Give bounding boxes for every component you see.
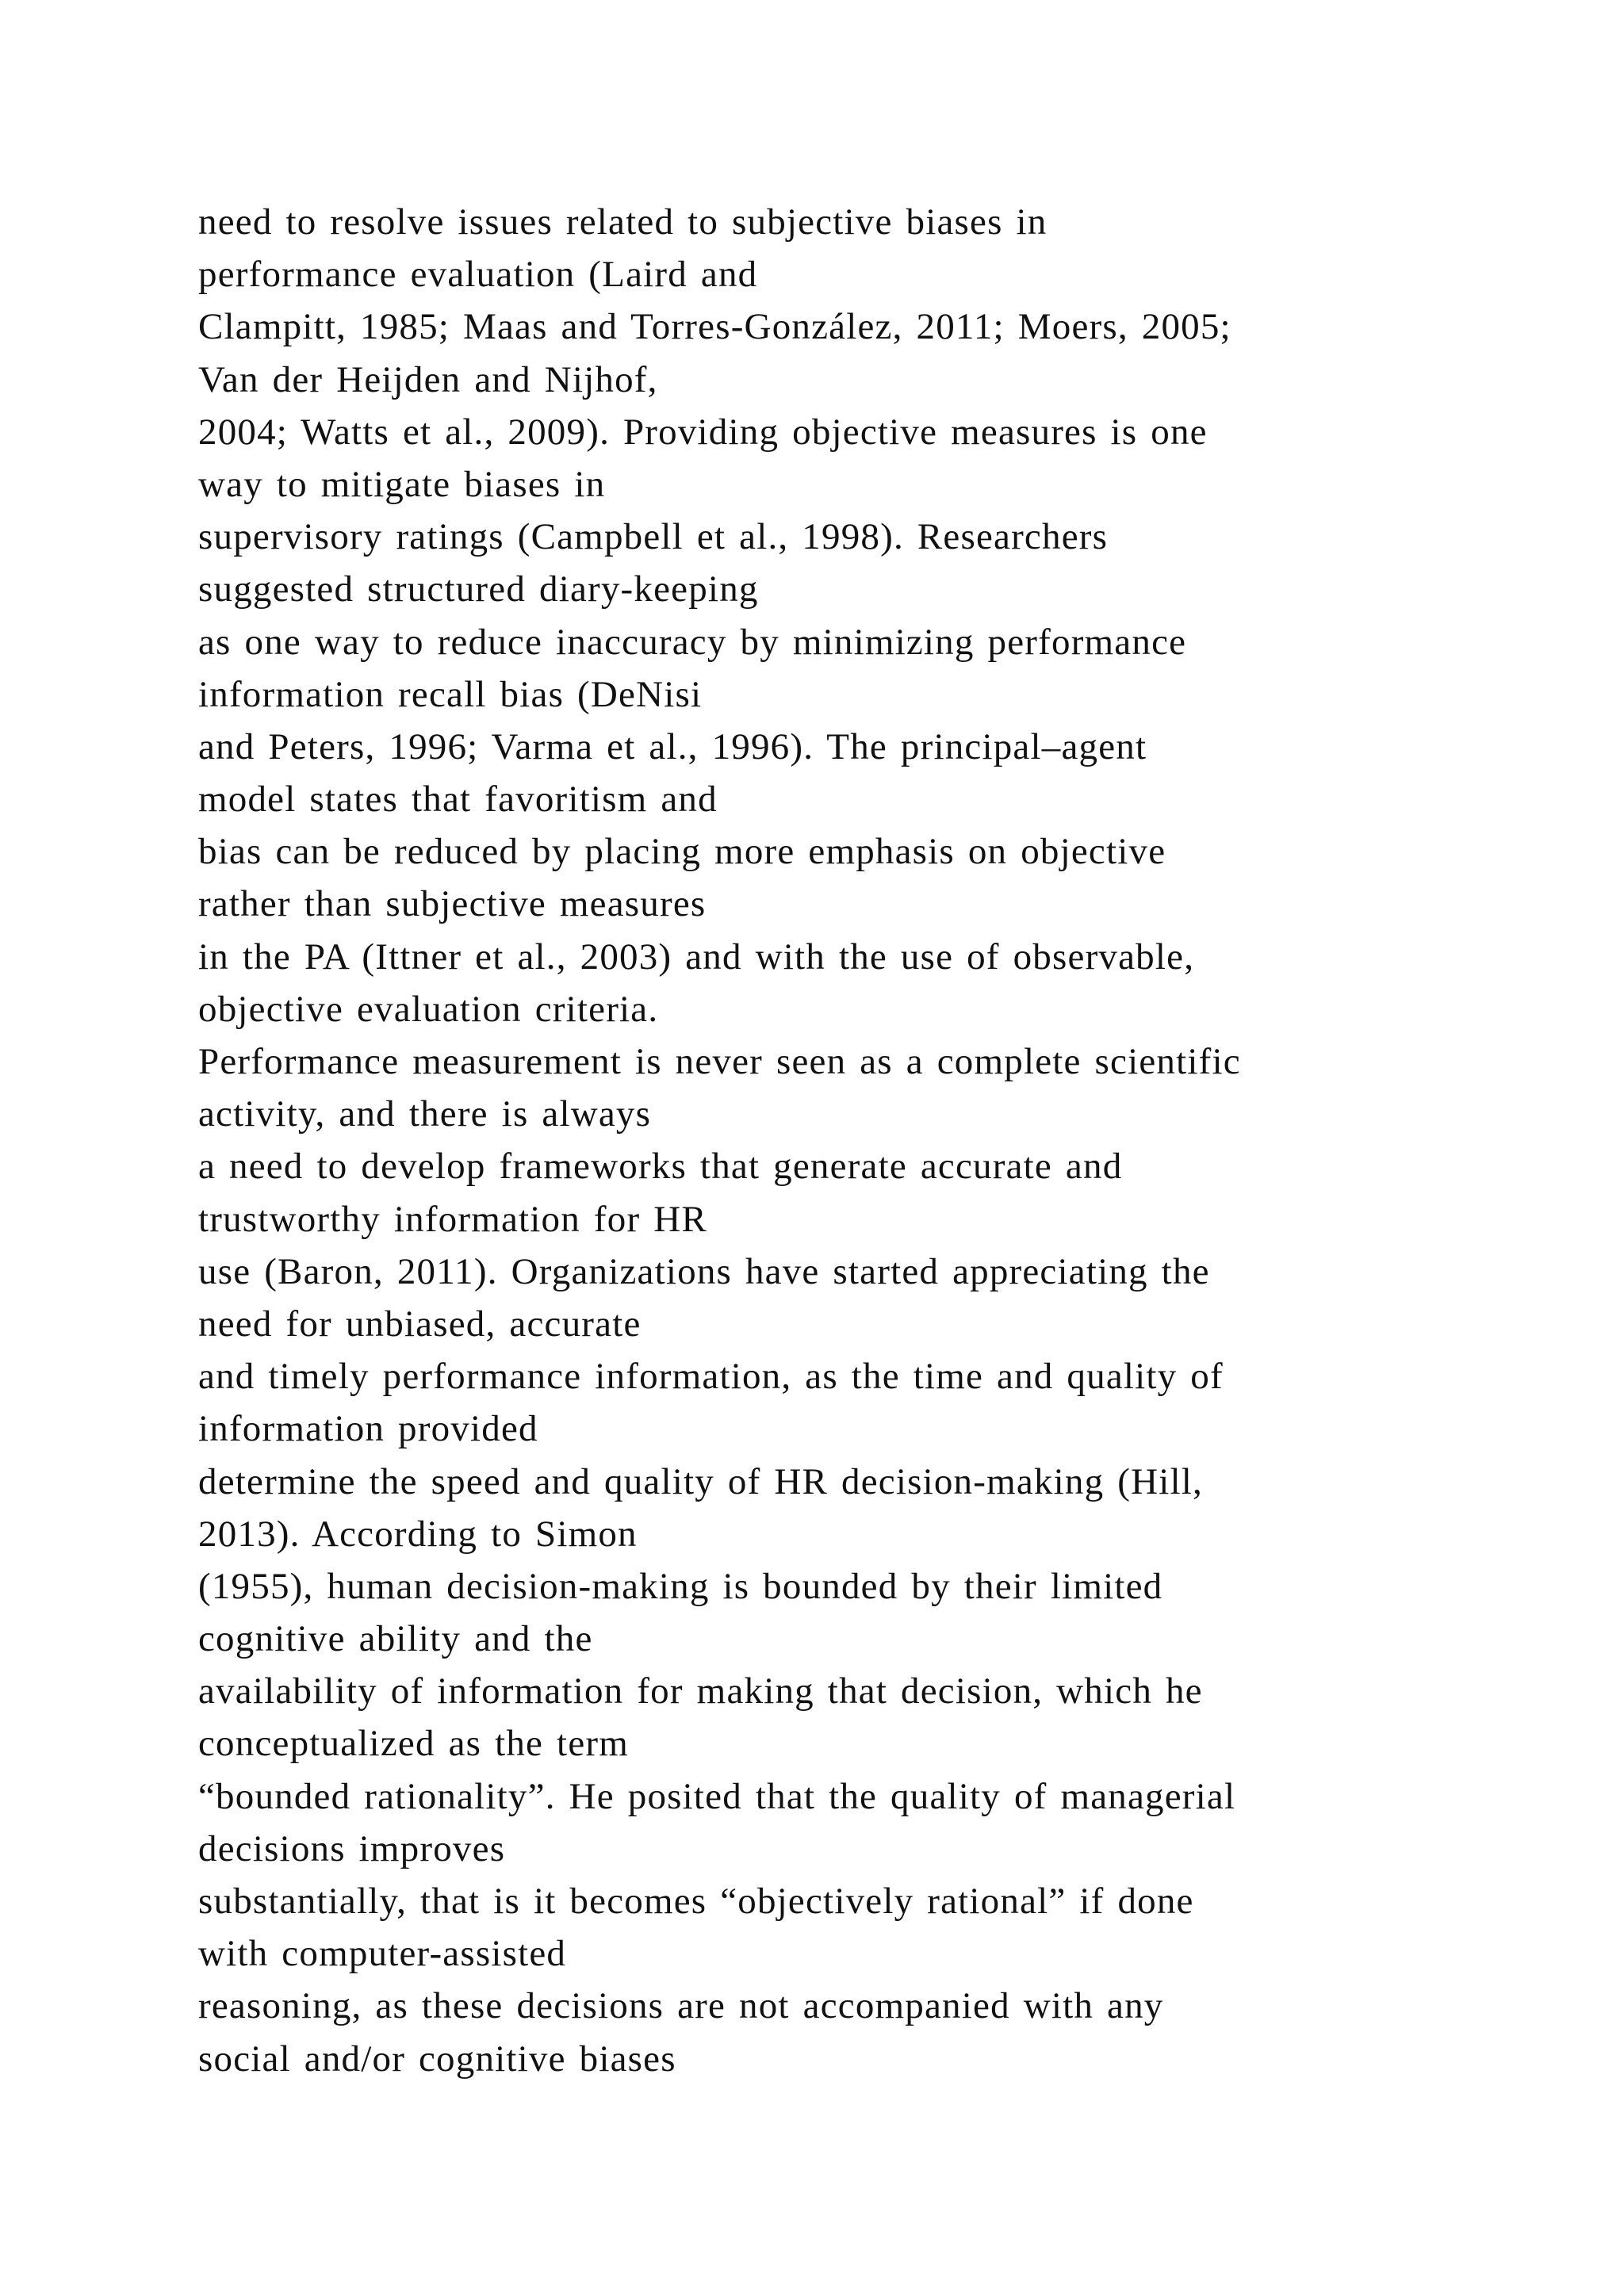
text-line: objective evaluation criteria. <box>198 988 659 1030</box>
text-line: bias can be reduced by placing more emphasis on objective <box>198 831 1166 873</box>
text-line: determine the speed and quality of HR decision-making (Hill, <box>198 1460 1203 1502</box>
text-line: availability of information for making that decision, which he <box>198 1670 1203 1712</box>
text-line: (1955), human decision-making is bounded by their limited <box>198 1565 1163 1607</box>
text-line: a need to develop frameworks that generate accurate and <box>198 1146 1123 1188</box>
text-line: substantially, that is it becomes “objectively rational” if done <box>198 1881 1194 1922</box>
text-line: use (Baron, 2011). Organizations have started appreciating the <box>198 1250 1210 1292</box>
text-line: way to mitigate biases in <box>198 463 606 505</box>
text-line: Clampitt, 1985; Maas and Torres-González, 2011; Moers, 2005; <box>198 306 1231 348</box>
text-line: activity, and there is always <box>198 1093 652 1135</box>
text-line: suggested structured diary-keeping <box>198 568 759 610</box>
text-line: 2013). According to Simon <box>198 1513 638 1555</box>
text-line: with computer-assisted <box>198 1933 567 1975</box>
text-line: Van der Heijden and Nijhof, <box>198 358 658 400</box>
text-line: as one way to reduce inaccuracy by minimizing performance <box>198 621 1187 663</box>
text-line: in the PA (Ittner et al., 2003) and with the use of observable, <box>198 936 1195 978</box>
text-line: need for unbiased, accurate <box>198 1303 642 1345</box>
text-line: rather than subjective measures <box>198 883 707 925</box>
text-line: cognitive ability and the <box>198 1618 593 1660</box>
text-line: need to resolve issues related to subjective biases in <box>198 201 1048 243</box>
text-line: Performance measurement is never seen as a complete scientific <box>198 1041 1241 1082</box>
text-line: decisions improves <box>198 1827 506 1869</box>
text-line: and timely performance information, as the time and quality of <box>198 1356 1224 1398</box>
text-line: trustworthy information for HR <box>198 1198 707 1240</box>
text-line: and Peters, 1996; Varma et al., 1996). The principal–agent <box>198 725 1147 767</box>
text-line: performance evaluation (Laird and <box>198 254 758 296</box>
text-line: supervisory ratings (Campbell et al., 1998). Researchers <box>198 516 1109 558</box>
text-line: information recall bias (DeNisi <box>198 673 703 715</box>
text-line: information provided <box>198 1408 538 1450</box>
text-line: “bounded rationality”. He posited that the quality of managerial <box>198 1775 1236 1817</box>
text-line: model states that favoritism and <box>198 779 718 821</box>
text-line: 2004; Watts et al., 2009). Providing objective measures is one <box>198 411 1208 453</box>
text-line: reasoning, as these decisions are not accompanied with any <box>198 1985 1164 2027</box>
text-line: conceptualized as the term <box>198 1723 629 1765</box>
body-text <box>198 196 1435 2085</box>
text-line: social and/or cognitive biases <box>198 2038 676 2080</box>
